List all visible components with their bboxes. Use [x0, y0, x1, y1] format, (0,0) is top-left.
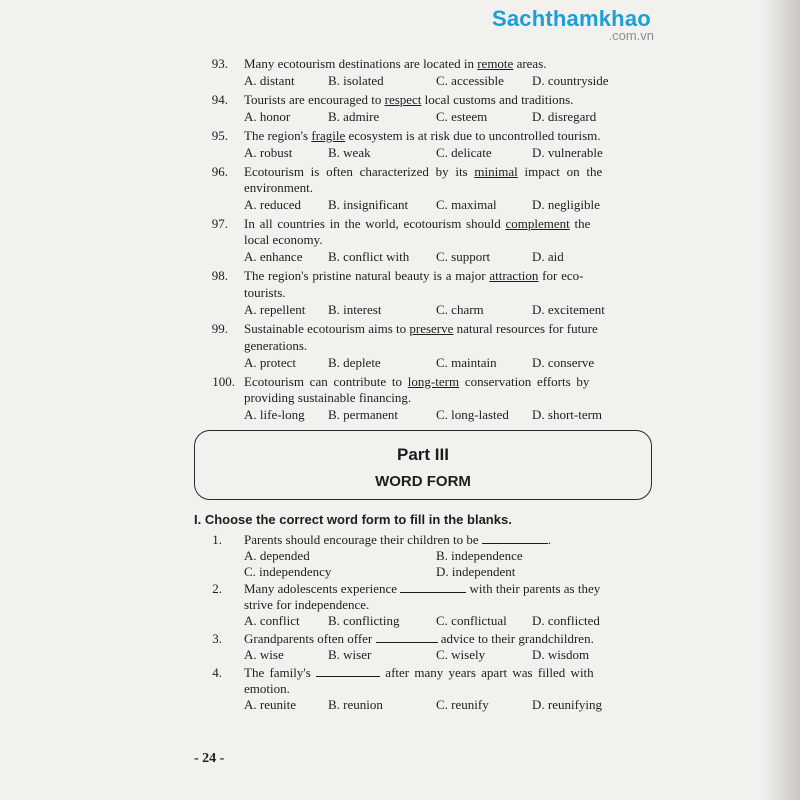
- option-b: B. admire: [328, 109, 380, 124]
- option-d: D. reunifying: [532, 697, 603, 712]
- question-number: 99.: [211, 321, 228, 336]
- answer-blank: [482, 532, 548, 544]
- answer-blank: [400, 581, 466, 593]
- question-number: 3.: [212, 631, 222, 646]
- option-d: D. wisdom: [532, 647, 590, 662]
- question-number: 97.: [211, 216, 228, 231]
- option-d: D. conflicted: [532, 613, 600, 628]
- option-b: B. independence: [436, 548, 523, 563]
- option-c: C. charm: [436, 302, 484, 317]
- question-number: 98.: [211, 268, 228, 283]
- option-a: A. protect: [244, 355, 296, 370]
- question-text: Sustainable ecotourism aims to preserve natural resources for future: [244, 321, 598, 336]
- question-number: 96.: [211, 164, 228, 179]
- question-text: Many ecotourism destinations are located in remote areas.: [244, 56, 547, 71]
- question-text-continued: tourists.: [244, 285, 286, 300]
- option-d: D. short-term: [532, 407, 603, 422]
- question-text: Ecotourism can contribute to long-term conservation efforts by: [244, 374, 590, 389]
- option-a: A. reduced: [244, 197, 302, 212]
- option-b: B. conflicting: [328, 613, 400, 628]
- option-d: D. independent: [436, 564, 516, 579]
- option-d: D. conserve: [532, 355, 595, 370]
- answer-blank: [316, 665, 380, 677]
- option-a: A. life-long: [244, 407, 305, 422]
- question-number: 2.: [212, 581, 222, 596]
- option-d: D. vulnerable: [532, 145, 603, 160]
- option-a: A. depended: [244, 548, 310, 563]
- option-a: A. honor: [244, 109, 291, 124]
- option-b: B. conflict with: [328, 249, 410, 264]
- option-c: C. wisely: [436, 647, 486, 662]
- question-text: Parents should encourage their children to be .: [244, 532, 552, 547]
- question-text: Many adolescents experience with their parents as they: [244, 581, 601, 596]
- option-a: A. robust: [244, 145, 293, 160]
- question-text: Grandparents often offer advice to their grandchildren.: [244, 631, 594, 646]
- answer-blank: [376, 631, 438, 643]
- logo-domain: .com.vn: [608, 28, 654, 43]
- option-c: C. maximal: [436, 197, 497, 212]
- question-text-continued: emotion.: [244, 681, 290, 696]
- question-text: In all countries in the world, ecotourism should complement the: [244, 216, 591, 231]
- option-b: B. permanent: [328, 407, 399, 422]
- option-b: B. insignificant: [328, 197, 409, 212]
- option-b: B. interest: [328, 302, 382, 317]
- option-b: B. deplete: [328, 355, 381, 370]
- question-text: The region's fragile ecosystem is at risk due to uncontrolled tourism.: [244, 128, 601, 143]
- question-number: 93.: [211, 56, 228, 71]
- option-a: A. repellent: [244, 302, 306, 317]
- option-c: C. esteem: [436, 109, 488, 124]
- question-text: Ecotourism is often characterized by its minimal impact on the: [244, 164, 603, 179]
- option-a: A. wise: [244, 647, 284, 662]
- option-c: C. conflictual: [436, 613, 507, 628]
- question-number: 95.: [211, 128, 228, 143]
- logo-brand: Sachthamkhao: [492, 6, 651, 31]
- option-a: A. reunite: [244, 697, 296, 712]
- option-c: C. independency: [244, 564, 332, 579]
- option-a: A. conflict: [244, 613, 300, 628]
- option-d: D. countryside: [532, 73, 609, 88]
- part-title: Part III: [397, 445, 449, 464]
- question-text-continued: providing sustainable financing.: [244, 390, 412, 405]
- option-d: D. disregard: [532, 109, 597, 124]
- section-heading: I. Choose the correct word form to fill in the blanks.: [194, 512, 512, 527]
- part-subtitle: WORD FORM: [375, 473, 471, 490]
- question-number: 1.: [212, 532, 222, 547]
- option-c: C. maintain: [436, 355, 497, 370]
- option-c: C. support: [436, 249, 491, 264]
- option-c: C. reunify: [436, 697, 489, 712]
- question-text-continued: environment.: [244, 180, 313, 195]
- page-number: - 24 -: [194, 751, 225, 766]
- option-b: B. reunion: [328, 697, 383, 712]
- question-text-continued: strive for independence.: [244, 597, 370, 612]
- question-text: Tourists are encouraged to respect local customs and traditions.: [244, 92, 574, 107]
- question-text-continued: local economy.: [244, 232, 323, 247]
- option-a: A. distant: [244, 73, 295, 88]
- option-b: B. weak: [328, 145, 371, 160]
- option-a: A. enhance: [244, 249, 303, 264]
- question-text: The family's after many years apart was filled with: [244, 665, 594, 680]
- option-b: B. isolated: [328, 73, 384, 88]
- question-text-continued: generations.: [244, 338, 308, 353]
- option-d: D. negligible: [532, 197, 600, 212]
- question-number: 94.: [211, 92, 228, 107]
- question-text: The region's pristine natural beauty is a major attraction for eco-: [244, 268, 584, 283]
- option-b: B. wiser: [328, 647, 372, 662]
- question-number: 100.: [212, 374, 235, 389]
- option-c: C. long-lasted: [436, 407, 509, 422]
- option-d: D. excitement: [532, 302, 605, 317]
- part-heading-box: [194, 430, 652, 500]
- option-d: D. aid: [532, 249, 564, 264]
- option-c: C. delicate: [436, 145, 492, 160]
- option-c: C. accessible: [436, 73, 504, 88]
- question-number: 4.: [212, 665, 222, 680]
